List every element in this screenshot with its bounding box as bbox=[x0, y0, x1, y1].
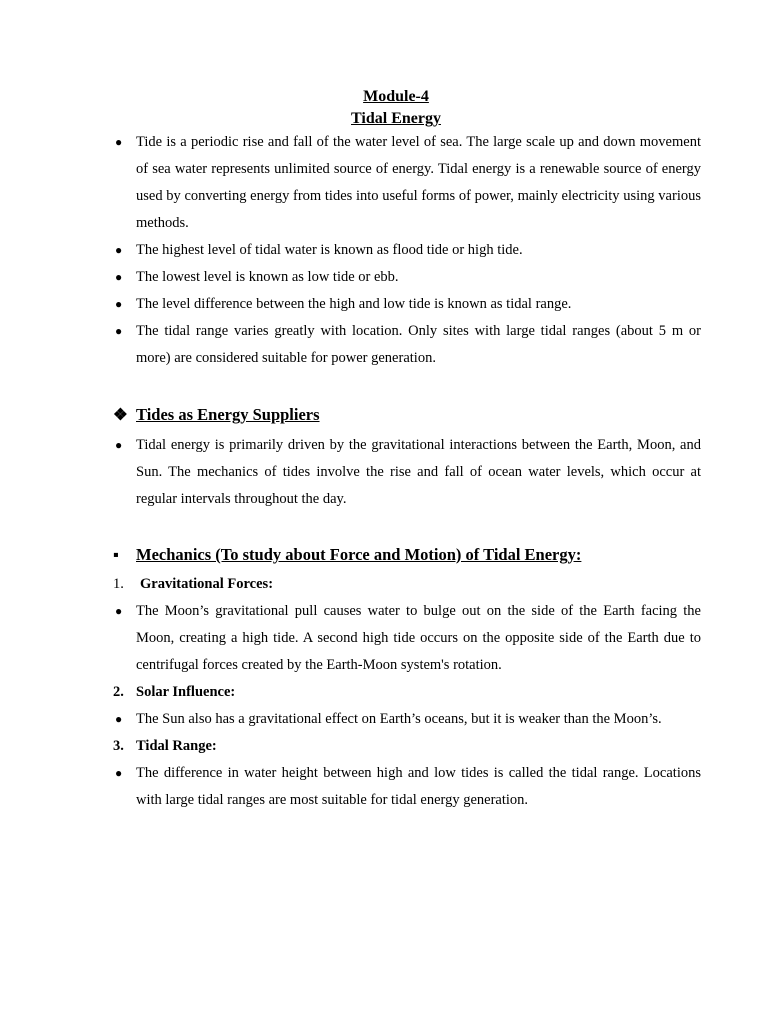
module-title: Module-4 bbox=[363, 88, 429, 105]
bullet-icon: ● bbox=[115, 243, 123, 257]
section-heading-mechanics: ▪ Mechanics (To study about Force and Motion) of Tidal Energy: bbox=[113, 545, 582, 564]
diamond-bullet-icon: ❖ bbox=[113, 405, 128, 424]
list-item: ● The difference in water height between high and low tides is called the tidal range. Locations with large tidal ranges are most suitable for tidal energy generation. bbox=[113, 760, 701, 814]
section-heading-tides-energy-suppliers: ❖ Tides as Energy Suppliers bbox=[113, 405, 320, 424]
bullet-icon: ● bbox=[115, 766, 123, 780]
intro-bullet-list bbox=[113, 129, 701, 372]
bullet-icon: ● bbox=[115, 712, 123, 726]
square-bullet-icon: ▪ bbox=[113, 545, 119, 564]
numbered-heading: 1. Gravitational Forces: bbox=[113, 576, 274, 592]
topic-title: Tidal Energy bbox=[351, 110, 441, 127]
list-item: ● The lowest level is known as low tide or ebb. bbox=[113, 264, 701, 291]
list-item: ● The level difference between the high and low tide is known as tidal range. bbox=[113, 291, 701, 318]
bullet-icon: ● bbox=[115, 604, 123, 618]
bullet-icon: ● bbox=[115, 438, 123, 452]
list-item: ● The Sun also has a gravitational effect on Earth’s oceans, but it is weaker than the Moon’s. bbox=[113, 706, 701, 733]
bullet-icon: ● bbox=[115, 135, 123, 149]
bullet-icon: ● bbox=[115, 297, 123, 311]
numbered-heading: 3. Tidal Range: bbox=[113, 738, 217, 754]
bullet-icon: ● bbox=[115, 324, 123, 338]
list-item: ● The highest level of tidal water is known as flood tide or high tide. bbox=[113, 237, 701, 264]
list-item: ● Tidal energy is primarily driven by the gravitational interactions between the Earth, Moon, and Sun. The mechanics of tides involve the rise and fall of ocean water levels, which occur at regular intervals throughout the day. bbox=[113, 432, 701, 513]
numbered-heading: 2. Solar Influence: bbox=[113, 684, 236, 700]
section1-bullet-list bbox=[113, 432, 701, 513]
section2-list bbox=[113, 571, 701, 814]
bullet-icon: ● bbox=[115, 270, 123, 284]
list-item: ● Tide is a periodic rise and fall of the water level of sea. The large scale up and down movement of sea water represents unlimited source of energy. Tidal energy is a renewable source of energy used by converting energy from tides into useful forms of power, mainly electricity using various methods. bbox=[113, 129, 701, 237]
list-item: ● The Moon’s gravitational pull causes water to bulge out on the side of the Earth facing the Moon, creating a high tide. A second high tide occurs on the opposite side of the Earth due to centrifugal forces created by the Earth-Moon system's rotation. bbox=[113, 598, 701, 679]
list-item: ● The tidal range varies greatly with location. Only sites with large tidal ranges (about 5 m or more) are considered suitable for power generation. bbox=[113, 318, 701, 372]
